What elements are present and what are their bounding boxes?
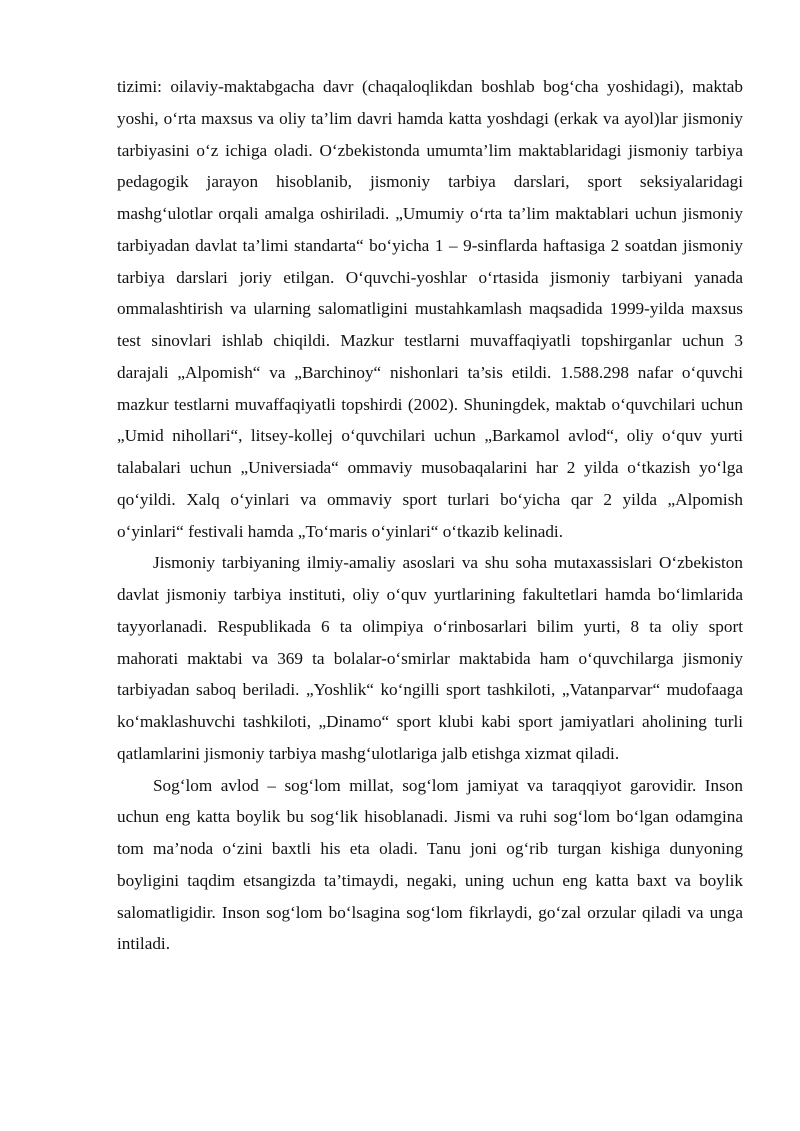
paragraph-training-institutions: Jismoniy tarbiyaning ilmiy-amaliy asoslari va shu soha mutaxassislari O‘zbekiston davlat jismoniy tarbiya instituti, oliy o‘quv yurtlarining fakultetlari hamda bo‘limlarida tayyorlanadi. Respublikada 6 ta olimpiya o‘rinbosarlari bilim yurti, 8 ta oliy sport mahorati maktabi va 369 ta bolalar-o‘smirlar maktabida ham o‘quvchilarga jismoniy tarbiyadan saboq beriladi. „Yoshlik“ ko‘ngilli sport tashkiloti, „Vatanparvar“ mudofaaga ko‘maklashuvchi tashkiloti, „Dinamo“ sport klubi kabi sport jamiyatlari aholining turli qatlamlarini jismoniy tarbiya mashg‘ulotlariga jalb etishga xizmat qiladi. (117, 553, 743, 763)
document-page (117, 71, 743, 960)
paragraph-healthy-generation: Sog‘lom avlod – sog‘lom millat, sog‘lom jamiyat va taraqqiyot garovidir. Inson uchun eng katta boylik bu sog‘lik hisoblanadi. Jismi va ruhi sog‘lom bo‘lgan odamgina tom ma’noda o‘zini baxtli his eta oladi. Tanu joni og‘rib turgan kishiga dunyoning boyligini taqdim etsangizda ta’timaydi, negaki, uning uchun eng katta baxt va boylik salomatligidir. Inson sog‘lom bo‘lsagina sog‘lom fikrlaydi, go‘zal orzular qiladi va unga intiladi. (117, 775, 743, 954)
paragraph-continuation: tizimi: oilaviy-maktabgacha davr (chaqaloqlikdan boshlab bog‘cha yoshidagi), maktab yoshi, o‘rta maxsus va oliy ta’lim davri hamda katta yoshdagi (erkak va ayol)lar jismoniy tarbiyasini o‘z ichiga oladi. O‘zbekistonda umumta’lim maktablaridagi jismoniy tarbiya pedagogik jarayon hisoblanib, jismoniy tarbiya darslari, sport seksiyalaridagi mashg‘ulotlar orqali amalga oshiriladi. „Umumiy o‘rta ta’lim maktablari uchun jismoniy tarbiyadan davlat ta’limi standarta“ bo‘yicha 1 – 9-sinflarda haftasiga 2 soatdan jismoniy tarbiya darslari joriy etilgan. O‘quvchi-yoshlar o‘rtasida jismoniy tarbiyani yanada ommalashtirish va ularning salomatligini mustahkamlash maqsadida 1999-yilda maxsus test sinovlari ishlab chiqildi. Mazkur testlarni muvaffaqiyatli topshirganlar uchun 3 darajali „Alpomish“ va „Barchinoy“ nishonlari ta’sis etildi. 1.588.298 nafar o‘quvchi mazkur testlarni muvaffaqiyatli topshirdi (2002). Shuningdek, maktab o‘quvchilari uchun „Umid nihollari“, litsey-kollej o‘quvchilari uchun „Barkamol avlod“, oliy o‘quv yurti talabalari uchun „Universiada“ ommaviy musobaqalarini har 2 yilda o‘tkazish yo‘lga qo‘yildi. Xalq o‘yinlari va ommaviy sport turlari bo‘yicha qar 2 yilda „Alpomish o‘yinlari“ festivali hamda „To‘maris o‘yinlari“ o‘tkazib kelinadi. (117, 77, 743, 541)
